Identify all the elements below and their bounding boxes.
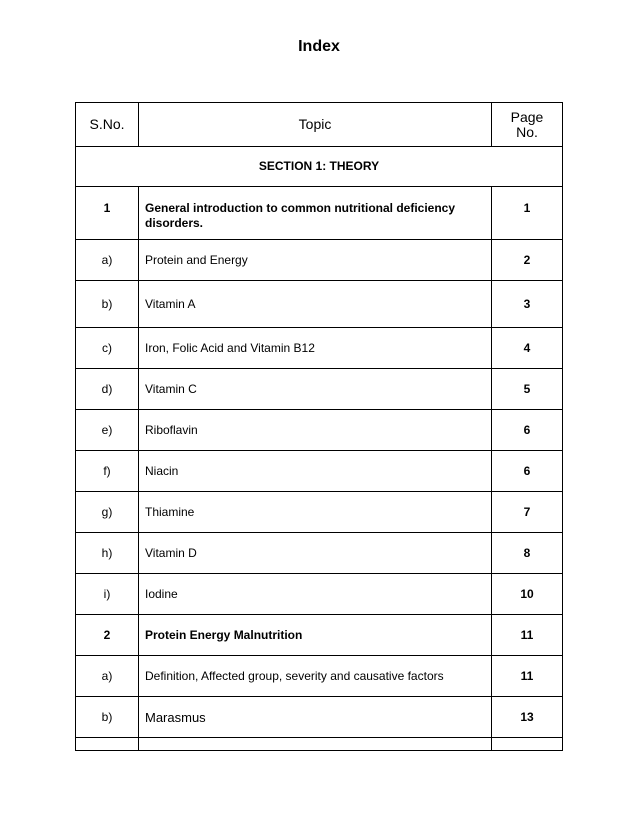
table-row: [76, 187, 563, 240]
row-topic: Protein Energy Malnutrition: [139, 615, 492, 656]
table-row: [76, 369, 563, 410]
row-sno: i): [76, 574, 139, 615]
row-topic: Protein and Energy: [139, 240, 492, 281]
row-page: 13: [492, 697, 563, 738]
row-page: 5: [492, 369, 563, 410]
row-sno: b): [76, 697, 139, 738]
row-topic: Riboflavin: [139, 410, 492, 451]
row-page: 11: [492, 615, 563, 656]
row-sno: g): [76, 492, 139, 533]
row-page: 4: [492, 328, 563, 369]
row-topic: [139, 738, 492, 751]
row-page: 6: [492, 451, 563, 492]
header-page: Page No.: [492, 103, 563, 147]
row-topic: Vitamin D: [139, 533, 492, 574]
row-topic: Iodine: [139, 574, 492, 615]
page-title: Index: [298, 38, 340, 55]
row-topic: Niacin: [139, 451, 492, 492]
row-page: 3: [492, 281, 563, 328]
table-row: [76, 410, 563, 451]
table-header-row: [76, 103, 563, 147]
row-page: 7: [492, 492, 563, 533]
row-topic: Vitamin C: [139, 369, 492, 410]
row-topic: Marasmus: [139, 697, 492, 738]
row-sno: a): [76, 240, 139, 281]
row-page: 2: [492, 240, 563, 281]
row-sno: 2: [76, 615, 139, 656]
table-row: [76, 281, 563, 328]
row-page: 10: [492, 574, 563, 615]
table-row: [76, 574, 563, 615]
table-row: [76, 492, 563, 533]
row-page: 1: [492, 187, 563, 240]
index-table: [75, 102, 563, 751]
row-sno: f): [76, 451, 139, 492]
table-row: [76, 615, 563, 656]
table-row: [76, 240, 563, 281]
row-page: 6: [492, 410, 563, 451]
row-sno: b): [76, 281, 139, 328]
row-topic: Vitamin A: [139, 281, 492, 328]
table-row: [76, 656, 563, 697]
row-page: 8: [492, 533, 563, 574]
header-sno: S.No.: [76, 103, 139, 147]
row-page: 11: [492, 656, 563, 697]
table-row: [76, 533, 563, 574]
table-row: [76, 697, 563, 738]
table-row: [76, 451, 563, 492]
section-row: [76, 147, 563, 187]
row-sno: a): [76, 656, 139, 697]
row-topic: General introduction to common nutritional deficiency disorders.: [139, 187, 492, 240]
row-topic: Definition, Affected group, severity and causative factors: [139, 656, 492, 697]
table-row-empty: [76, 738, 563, 751]
row-sno: d): [76, 369, 139, 410]
row-topic: Thiamine: [139, 492, 492, 533]
row-sno: [76, 738, 139, 751]
row-sno: h): [76, 533, 139, 574]
row-sno: e): [76, 410, 139, 451]
header-topic: Topic: [139, 103, 492, 147]
section-title: SECTION 1: THEORY: [76, 147, 563, 187]
table-row: [76, 328, 563, 369]
row-sno: c): [76, 328, 139, 369]
row-topic: Iron, Folic Acid and Vitamin B12: [139, 328, 492, 369]
row-page: [492, 738, 563, 751]
row-sno: 1: [76, 187, 139, 240]
